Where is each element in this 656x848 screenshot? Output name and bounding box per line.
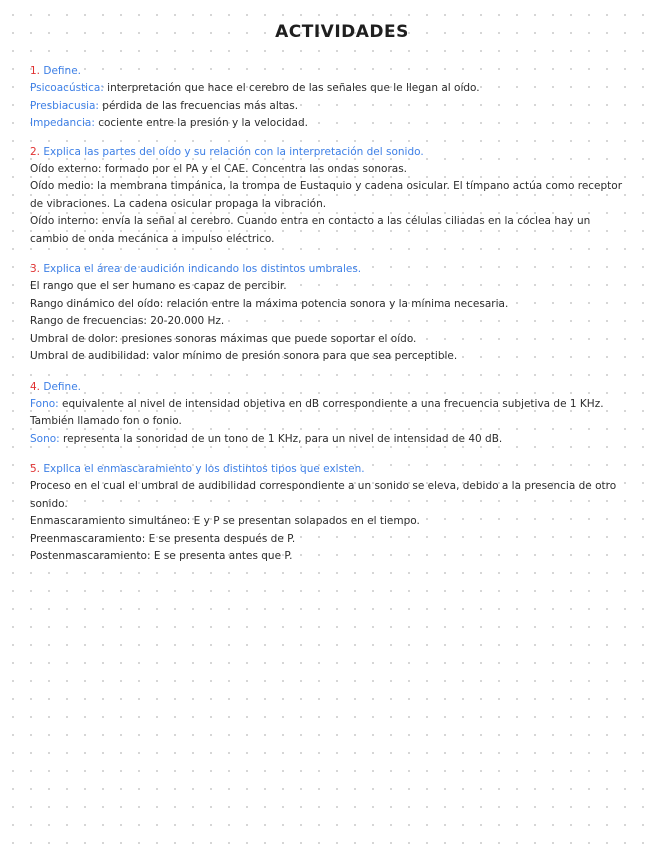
term: Fono: — [30, 397, 59, 410]
question-2 — [30, 143, 630, 161]
answer-line: Rango de frecuencias: 20-20.000 Hz. — [30, 315, 225, 327]
question-number: 5. — [30, 463, 41, 475]
term: Impedancia: — [30, 117, 95, 129]
definition: equivalente al nivel de intensidad objetiva en dB correspondiente a una frecuencia subjetiva de 1 KHz. También llamado fon o fonio. — [30, 397, 604, 427]
answer-line — [30, 115, 630, 133]
section-4 — [30, 378, 630, 449]
question-text: Define. — [43, 65, 81, 77]
section-2 — [30, 143, 630, 249]
page-title: ACTIVIDADES — [275, 22, 409, 42]
question-number: 3. — [30, 263, 41, 275]
answer-line — [30, 396, 630, 431]
question-1 — [30, 62, 630, 80]
question-text: Define. — [43, 380, 81, 393]
question-5 — [30, 460, 630, 478]
answer-line — [30, 431, 630, 449]
answer-line: Umbral de audibilidad: valor mínimo de presión sonora para que sea perceptible. — [30, 350, 458, 362]
answer-line: Oído medio: la membrana timpánica, la trompa de Eustaquio y cadena osicular. El tímpano actúa como receptor de vibraciones. La cadena osicular propaga la vibración. — [30, 180, 623, 210]
answer-line: Proceso en el cual el umbral de audibilidad correspondiente a un sonido se eleva, debido a la presencia de otro sonido. — [30, 480, 617, 510]
definition: cociente entre la presión y la velocidad. — [94, 117, 308, 129]
definition: interpretación que hace el cerebro de las señales que le llegan al oído. — [103, 82, 480, 94]
section-5 — [30, 460, 630, 566]
answer-line: Umbral de dolor: presiones sonoras máximas que puede soportar el oído. — [30, 332, 417, 345]
term: Presbiacusia: — [30, 99, 99, 112]
question-text: Explica el enmascaramiento y los distintos tipos que existen. — [43, 463, 365, 475]
answer-line — [30, 80, 630, 98]
question-3 — [30, 260, 630, 278]
answer-line: Oído interno: envía la señal al cerebro. Cuando entra en contacto a las células ciliadas en la cóclea hay un cambio de onda mecánica a impulso eléctrico. — [30, 215, 591, 245]
answer-line: Rango dinámico del oído: relación entre la máxima potencia sonora y la mínima necesaria. — [30, 297, 509, 310]
definition: pérdida de las frecuencias más altas. — [98, 99, 299, 112]
term: Sono: — [30, 432, 60, 445]
question-text: Explica el área de audición indicando los distintos umbrales. — [43, 263, 362, 275]
question-4 — [30, 378, 630, 396]
question-number: 2. — [30, 145, 41, 158]
section-1 — [30, 62, 630, 133]
definition: representa la sonoridad de un tono de 1 KHz, para un nivel de intensidad de 40 dB. — [59, 432, 503, 445]
section-3 — [30, 260, 630, 366]
answer-line: El rango que el ser humano es capaz de percibir. — [30, 280, 287, 292]
answer-line: Oído externo: formado por el PA y el CAE. Concentra las ondas sonoras. — [30, 162, 408, 175]
question-number: 4. — [30, 380, 41, 393]
question-text: Explica las partes del oído y su relación con la interpretación del sonido. — [43, 145, 424, 158]
term: Psicoacústica: — [30, 82, 104, 94]
answer-line — [30, 98, 630, 116]
answer-line: Enmascaramiento simultáneo: E y P se presentan solapados en el tiempo. — [30, 515, 420, 527]
answer-line: Postenmascaramiento: E se presenta antes que P. — [30, 550, 293, 562]
answer-line: Preenmascaramiento: E se presenta después de P. — [30, 532, 296, 545]
document-page — [30, 22, 630, 574]
question-number: 1. — [30, 65, 41, 77]
